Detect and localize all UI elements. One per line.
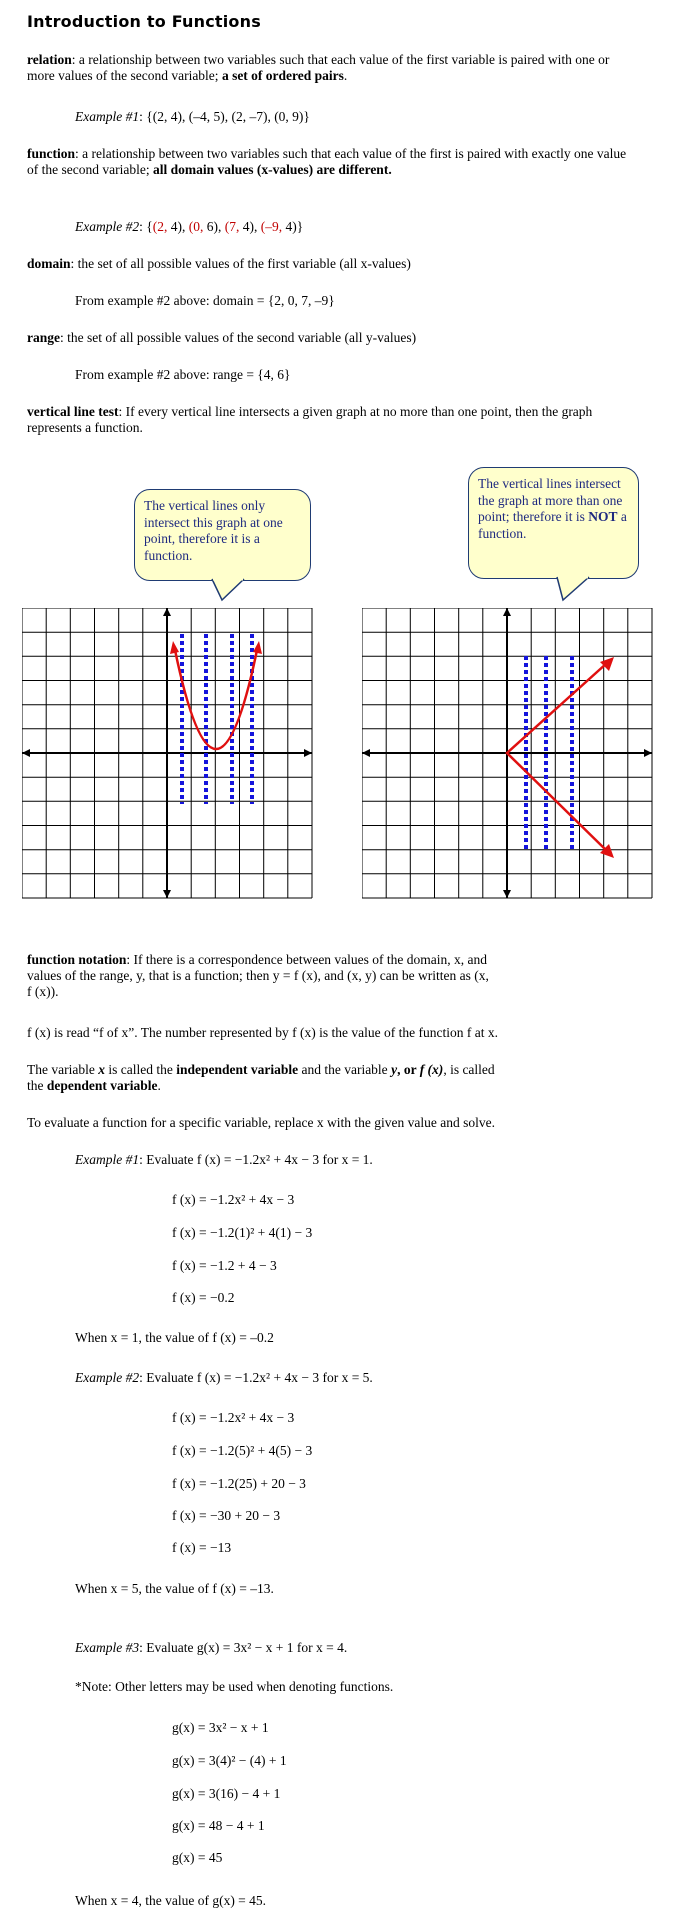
relation-definition: relation: a relationship between two variables such that each value of the first variable is paired with one or more values of the second variable; a set of ordered pairs. [27,52,610,83]
function-read-text: f (x) is read “f of x”. The number represented by f (x) is the value of the function f at x. [27,1025,498,1040]
range-definition: range: the set of all possible values of the second variable (all y-values) [27,330,417,345]
eval-example-3-step: g(x) = 3(4)² − (4) + 1 [172,1753,287,1768]
y-axis-arrow-up [163,608,171,616]
eval-example-1-step: f (x) = −1.2 + 4 − 3 [172,1258,277,1273]
eval-example-2-step: f (x) = −13 [172,1540,232,1555]
relation-example: Example #1: {(2, 4), (–4, 5), (2, –7), (0, 9)} [75,109,310,124]
evaluate-instruction: To evaluate a function for a specific variable, replace x with the given value and solve. [27,1115,495,1130]
speech-bubble-tail-right [555,576,595,604]
eval-example-1-step: f (x) = −1.2x² + 4x − 3 [172,1192,295,1207]
domain-definition: domain: the set of all possible values of the first variable (all x-values) [27,256,411,271]
v-shape-curve [507,663,607,851]
relation-term: relation [27,52,72,67]
function-example: Example #2: {(2, 4), (0, 6), (7, 4), (–9, 4)} [75,219,304,234]
y-axis-arrow-down [503,890,511,898]
eval-example-1-prompt: Example #1: Evaluate f (x) = −1.2x² + 4x − 3 for x = 1. [75,1152,373,1167]
parabola-graph [22,608,314,900]
eval-example-2-step: f (x) = −1.2x² + 4x − 3 [172,1410,295,1425]
y-axis-arrow-up [503,608,511,616]
x-axis-arrow-left [362,749,370,757]
function-term: function [27,146,76,161]
domain-example: From example #2 above: domain = {2, 0, 7, –9} [75,293,335,308]
eval-example-3-step: g(x) = 48 − 4 + 1 [172,1818,265,1833]
x-axis-arrow-left [22,749,30,757]
vertical-line-test-definition: vertical line test: If every vertical line intersects a given graph at no more than one point, then the graph represents a function. [27,404,593,435]
eval-example-1-step: f (x) = −0.2 [172,1290,235,1305]
page-title: Introduction to Functions [27,12,261,31]
eval-example-3-prompt: Example #3: Evaluate g(x) = 3x² − x + 1 for x = 4. [75,1640,348,1655]
curve-arrow-left [170,641,179,654]
eval-example-2-step: f (x) = −1.2(25) + 20 − 3 [172,1476,306,1491]
function-notation-definition: function notation: If there is a correspondence between values of the domain, x, and values of the range, y, that is a function; then y = f (x), and (x, y) can be written as (x, f (x)). [27,952,489,999]
curve-arrow-right [253,641,262,654]
eval-example-3-step: g(x) = 3x² − x + 1 [172,1720,269,1735]
eval-example-3-step: g(x) = 3(16) − 4 + 1 [172,1786,281,1801]
eval-example-1-result: When x = 1, the value of f (x) = –0.2 [75,1330,274,1345]
speech-bubble-not-function: The vertical lines intersect the graph at more than one point; therefore it is NOT a function. [468,467,639,579]
eval-example-2-prompt: Example #2: Evaluate f (x) = −1.2x² + 4x − 3 for x = 5. [75,1370,373,1385]
eval-example-2-step: f (x) = −30 + 20 − 3 [172,1508,281,1523]
eval-example-3-result: When x = 4, the value of g(x) = 45. [75,1893,267,1908]
eval-example-2-step: f (x) = −1.2(5)² + 4(5) − 3 [172,1443,313,1458]
variable-text: The variable x is called the independent variable and the variable y, or f (x), is called the dependent variable. [27,1062,495,1093]
speech-bubble-function: The vertical lines only intersect this graph at one point, therefore it is a function. [134,489,311,581]
eval-example-3-step: g(x) = 45 [172,1850,223,1865]
parabola-curve [175,650,257,749]
range-example: From example #2 above: range = {4, 6} [75,367,291,382]
function-definition: function: a relationship between two variables such that each value of the first is paired with exactly one value of the second variable; all domain values (x-values) are different. [27,146,627,177]
x-axis-arrow-right [644,749,652,757]
eval-example-3-note: *Note: Other letters may be used when denoting functions. [75,1679,394,1694]
eval-example-1-step: f (x) = −1.2(1)² + 4(1) − 3 [172,1225,313,1240]
speech-bubble-tail-left [210,578,250,604]
v-shape-graph [362,608,654,900]
eval-example-2-result: When x = 5, the value of f (x) = –13. [75,1581,274,1596]
x-axis-arrow-right [304,749,312,757]
y-axis-arrow-down [163,890,171,898]
